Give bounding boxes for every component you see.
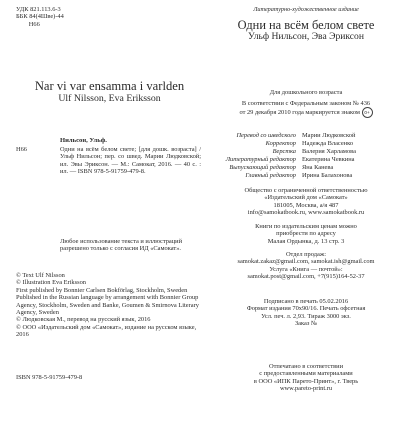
copyright-block [16, 272, 203, 339]
book-authors: Ульф Нильсон, Эва Эриксон [248, 31, 364, 42]
credit-role: Корректор [265, 140, 296, 147]
law-line: В соответствии с Федеральным законом № 436 [241, 100, 371, 107]
print-line: Усл. печ. л. 2,93. Тираж 3000 экз. [261, 312, 351, 320]
credit-row [211, 132, 401, 140]
isbn: ISBN 978-5-91759-479-8 [16, 374, 83, 381]
udk-code: УДК 821.113.6-3 [16, 6, 61, 13]
credit-row [211, 148, 401, 156]
printer-line: с предоставленными материалами [259, 370, 353, 378]
credit-role: Перевод со шведского [236, 132, 296, 139]
sales-line: Отдел продаж: [285, 251, 327, 258]
printer-line: в ООО «ИПК Парето-Принт», г. Тверь [253, 377, 359, 385]
credit-name: Марии Людковской [302, 132, 356, 139]
age-label: Для дошкольного возраста [269, 89, 343, 96]
law-notice [211, 100, 401, 118]
bbk-code: ББК 84(4Шве)-44 [16, 13, 64, 21]
sales-info [211, 251, 401, 281]
usage-notice: Любое использование текста и иллюстраций разрешено только с согласия ИД «Самокат». [60, 238, 182, 253]
publisher-line: info@samokatbook.ru, www.samokatbook.ru [247, 209, 365, 217]
classification-codes [16, 6, 64, 28]
credit-row [211, 172, 401, 180]
copyright-line: © Illustration Eva Eriksson [16, 279, 86, 287]
credit-name: Екатерина Чевкина [302, 156, 355, 163]
genre-label: Литературно-художественное издание [253, 6, 359, 13]
copyright-line: Published in the Russian language by arrangement with Bonnier Group Agency, Stockholm, Sweden and Banke, Goumen & Smirnova Literary Agency, Sweden [16, 294, 201, 317]
credit-name: Ирина Балахонова [302, 172, 353, 179]
copyright-line: © ООО «Издательский дом «Самокат», издание на русском языке, 2016 [16, 323, 198, 339]
bib-description: Одни на всём белом свете; [для дошк. возраста] / Ульф Нильсон; пер. со швед. Марии Людковской; ил. Эвы Эриксон. — М.: Самокат, 2016. — 40 с. : ил. — ISBN 978-5-91759-479-8. [60, 146, 201, 176]
age-rating-icon: 0+ [362, 107, 373, 118]
bib-author-heading: Нильсон, Ульф. [60, 137, 107, 144]
publisher-line: «Издательский дом «Самокат» [264, 194, 348, 202]
credit-row [211, 140, 401, 148]
publisher-line: Общество с ограниченной ответственностью [244, 187, 368, 194]
credit-role: Главный редактор [245, 172, 296, 179]
bib-code: Н66 [16, 146, 28, 153]
order-line: приобрести по адресу [276, 230, 336, 238]
order-info [211, 223, 401, 245]
print-info [211, 298, 401, 328]
credit-role: Верстка [272, 148, 296, 155]
order-line: Книги по издательским ценам можно [255, 223, 357, 230]
credit-role: Литературный редактор [225, 156, 296, 163]
original-title: Nar vi var ensamma i varlden [34, 79, 185, 93]
law-line: от 29 декабря 2010 года маркируется знаком [239, 109, 360, 117]
credit-row [211, 164, 401, 172]
sales-line: samokat.zakaz@gmail.com, samokat.ish@gmail.com [237, 258, 375, 266]
law-line-with-badge [211, 107, 401, 118]
publisher-line: 181005, Москва, а/я 487 [273, 201, 339, 209]
credit-name: Надежда Власенко [302, 140, 354, 147]
printer-line: Отпечатано в соответствии [268, 363, 344, 370]
credit-row [211, 156, 401, 164]
publisher-info [211, 187, 401, 217]
book-title: Одни на всём белом свете [237, 18, 375, 32]
printer-line: www.pareto-print.ru [279, 385, 333, 393]
copyright-line: © Text Ulf Nilsson [16, 272, 65, 279]
print-line: Заказ № [294, 320, 318, 328]
print-line: Формат издания 70x90/16. Печать офсетная [246, 305, 366, 313]
copyright-line: © Людковская М., перевод на русский язык, 2016 [16, 316, 151, 324]
printer-info [211, 363, 401, 393]
sales-line: Услуга «Книга — почтой»: [269, 265, 343, 273]
original-authors: Ulf Nilsson, Eva Eriksson [58, 93, 161, 104]
order-line: Малая Ордынка, д. 13 стр. 3 [267, 237, 345, 245]
credit-name: Валерия Харламова [302, 148, 356, 155]
sales-line: samokat.post@gmail.com, +7(915)164-52-37 [247, 273, 365, 281]
credit-role: Выпускающий редактор [229, 164, 296, 171]
credit-name: Яна Канева [302, 164, 334, 171]
author-sign: Н66 [16, 20, 40, 28]
print-line: Подписано в печать 05.02.2016 [263, 298, 349, 305]
copyright-line: First published by Bonnier Carlsen Bokförlag, Stockholm, Sweden [16, 286, 188, 294]
